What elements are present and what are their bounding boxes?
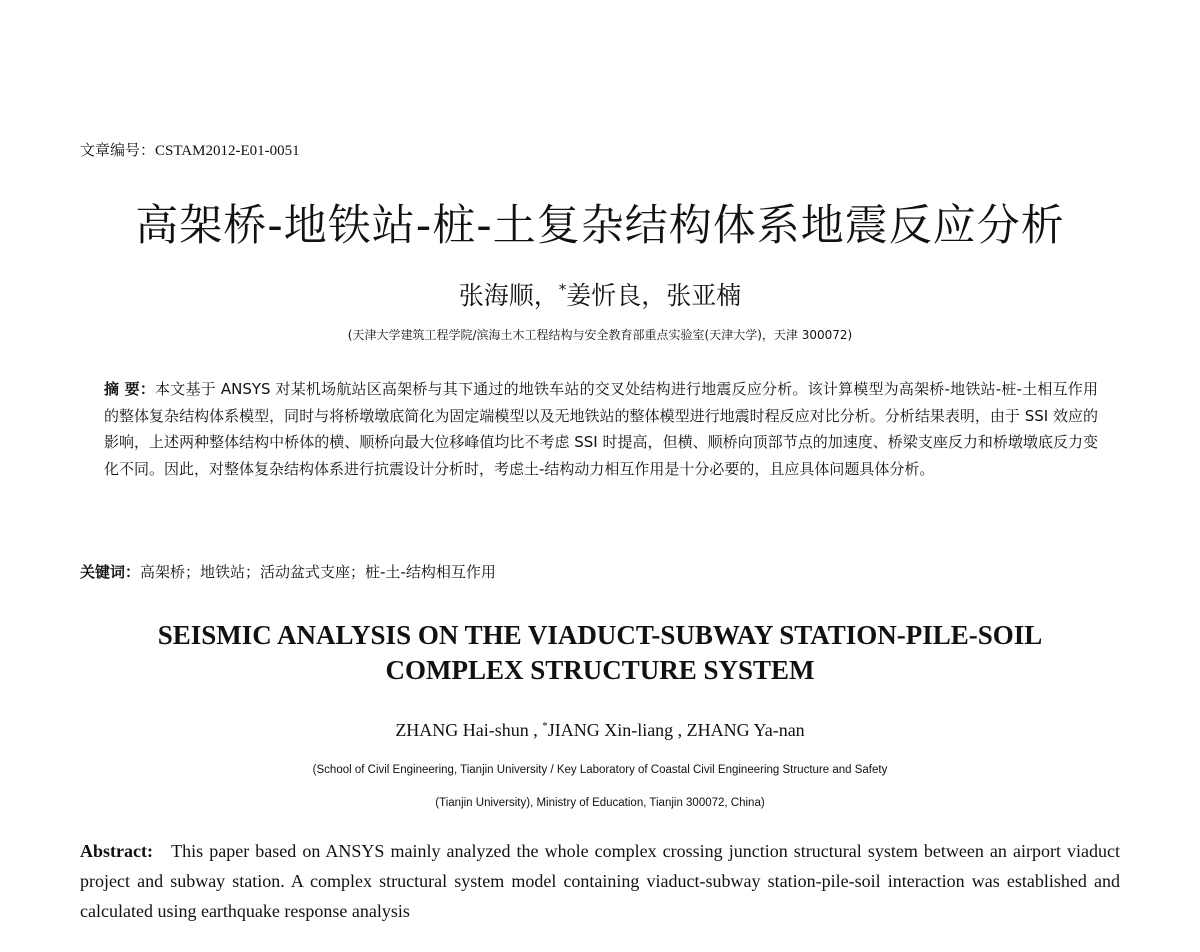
chinese-authors xyxy=(0,276,1200,312)
english-abstract-text: This paper based on ANSYS mainly analyzed the whole complex crossing junction structural system between an airport viaduct project and subway station. A complex structural system model containing viaduct-subway station-pile-soil interaction was established and calculated using earthquake response analysis xyxy=(80,841,1120,921)
corresponding-author-mark: * xyxy=(558,280,567,299)
chinese-abstract-text: 本文基于 ANSYS 对某机场航站区高架桥与其下通过的地铁车站的交叉处结构进行地震反应分析。该计算模型为高架桥-地铁站-桩-土相互作用的整体复杂结构体系模型，同时与将桥墩墩底简化为固定端模型以及无地铁站的整体模型进行地震时程反应对比分析。分析结果表明，由于 SSI 效应的影响，上述两种整体结构中桥体的横、顺桥向最大位移峰值均比不考虑 SSI 时提高，但横、顺桥向顶部节点的加速度、桥梁支座反力和桥墩墩底反力变化不同。因此，对整体复杂结构体系进行抗震设计分析时，考虑土-结构动力相互作用是十分必要的，且应具体问题具体分析。 xyxy=(104,380,1098,478)
english-author-2-3: JIANG Xin-liang , ZHANG Ya-nan xyxy=(547,720,805,740)
english-corresponding-mark: * xyxy=(542,720,548,732)
chinese-author-2-3: 姜忻良，张亚楠 xyxy=(566,281,742,310)
chinese-title: 高架桥-地铁站-桩-土复杂结构体系地震反应分析 xyxy=(135,201,1065,251)
english-authors xyxy=(0,720,1200,741)
chinese-affiliation: (天津大学建筑工程学院/滨海土木工程结构与安全教育部重点实验室(天津大学)，天津 300072) xyxy=(347,328,853,342)
chinese-keywords xyxy=(80,561,1120,582)
english-author-1: ZHANG Hai-shun , xyxy=(395,720,543,740)
chinese-keywords-text: 高架桥；地铁站；活动盆式支座；桩-土-结构相互作用 xyxy=(140,563,496,581)
english-title-line-2: COMPLEX STRUCTURE SYSTEM xyxy=(385,655,815,685)
chinese-abstract-label: 摘 要： xyxy=(104,380,156,398)
chinese-keywords-label: 关键词： xyxy=(80,563,141,581)
english-affiliation-line-2: (Tianjin University), Ministry of Education, Tianjin 300072, China) xyxy=(435,797,765,809)
article-id: 文章编号：CSTAM2012-E01-0051 xyxy=(80,143,300,159)
english-title xyxy=(60,618,1140,688)
chinese-author-1: 张海顺， xyxy=(458,281,559,310)
english-title-line-1: SEISMIC ANALYSIS ON THE VIADUCT-SUBWAY STATION-PILE-SOIL xyxy=(157,620,1043,650)
english-abstract xyxy=(80,836,1120,926)
chinese-abstract xyxy=(104,376,1098,482)
english-affiliation-line-1: (School of Civil Engineering, Tianjin University / Key Laboratory of Coastal Civil Engineering Structure and Safety xyxy=(312,764,888,776)
english-abstract-label: Abstract: xyxy=(80,841,153,861)
